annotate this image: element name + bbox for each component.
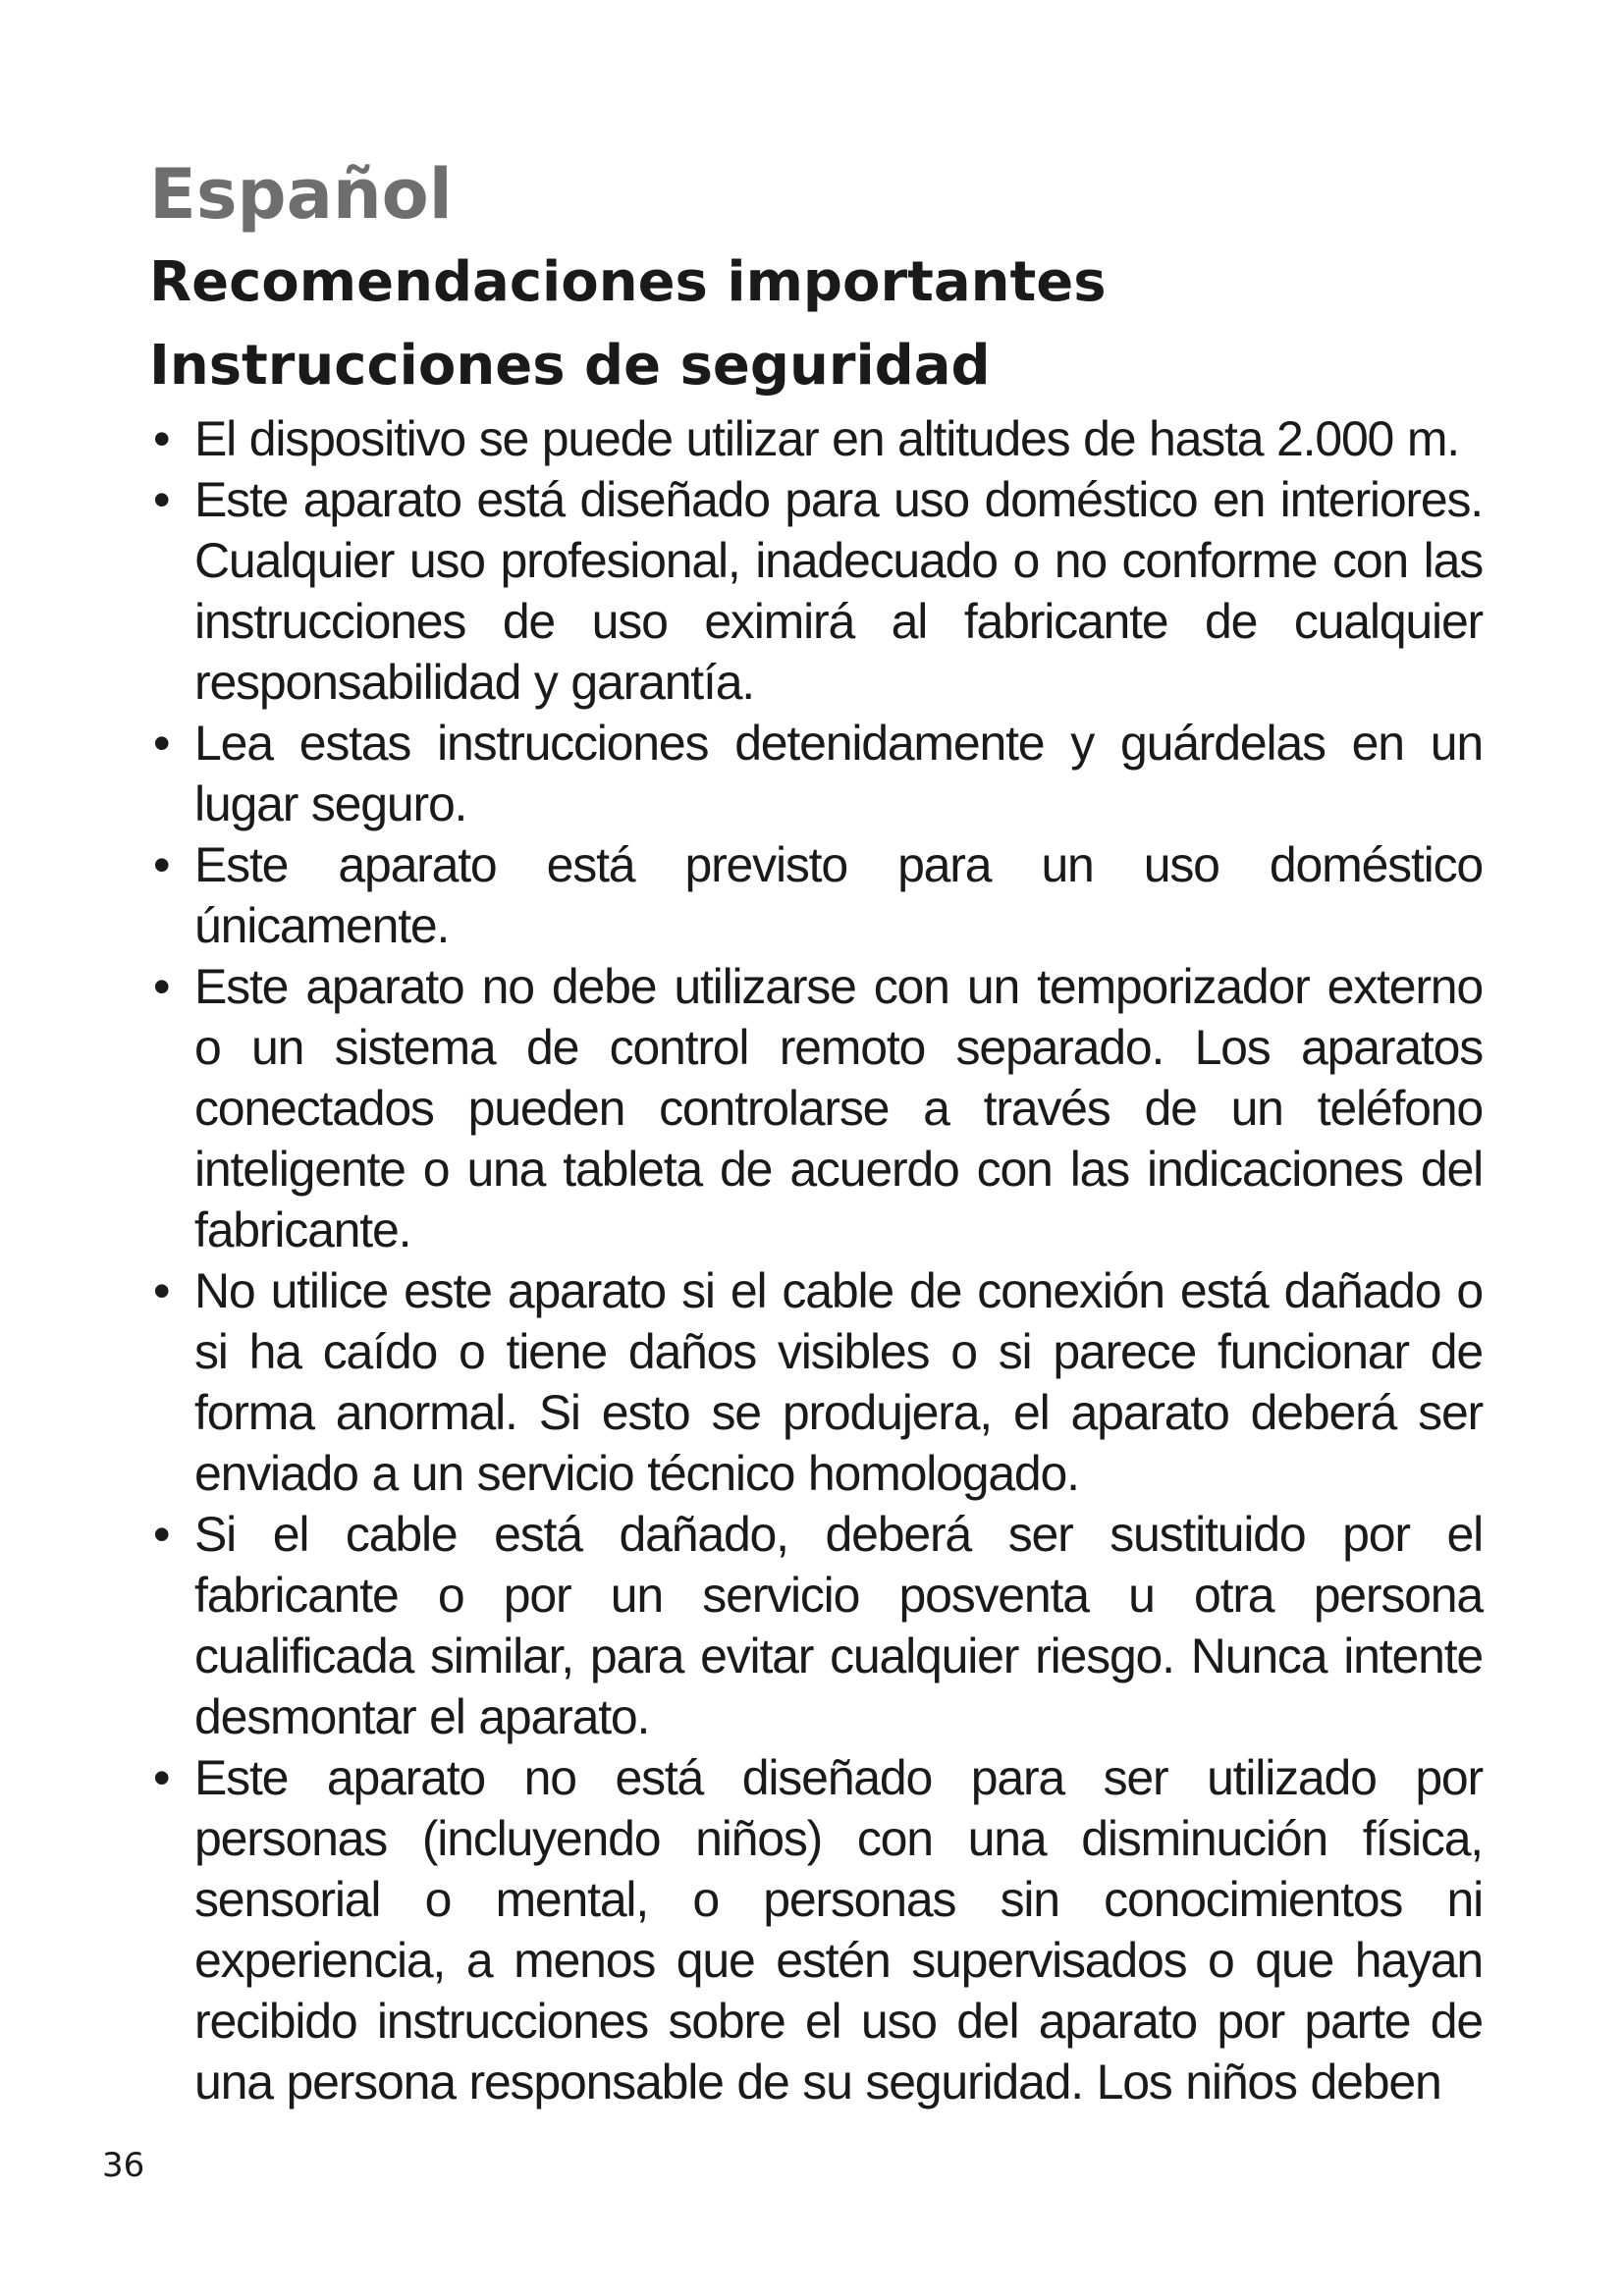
bullet-icon: • [153,837,170,892]
bullet-icon: • [153,716,170,771]
language-heading: Español [149,154,453,235]
safety-instruction-item [149,469,1483,713]
safety-instruction-text: Este aparato no debe utilizarse con un temporizador externo o un sistema de control remoto separado. Los aparatos conectados pueden controlarse a través de un teléfono inteligente o una tableta de acuerdo con las indicaciones del fabricante. [194,959,1483,1257]
bullet-icon: • [153,411,170,466]
safety-instruction-text: Lea estas instrucciones detenidamente y guárdelas en un lugar seguro. [194,716,1483,831]
bullet-icon: • [153,1263,170,1318]
section-heading: Recomendaciones importantes [149,250,1107,314]
safety-instruction-text: Este aparato no está diseñado para ser utilizado por personas (incluyendo niños) con una disminución física, sensorial o mental, o personas sin conocimientos ni experiencia, a menos que estén supervisados o que hayan recibido instrucciones sobre el uso del aparato por parte de una persona responsable de su seguridad. Los niños deben [194,1750,1483,2109]
safety-instruction-text: Este aparato está diseñado para uso doméstico en interiores. Cualquier uso profesional, inadecuado o no conforme con las instrucciones de uso eximirá al fabricante de cualquier responsabilidad y garantía. [194,472,1483,710]
safety-instruction-item [149,713,1483,834]
safety-instruction-text: Este aparato está previsto para un uso doméstico únicamente. [194,837,1483,953]
bullet-icon: • [153,1507,170,1562]
safety-instruction-text: El dispositivo se puede utilizar en altitudes de hasta 2.000 m. [194,411,1459,466]
safety-instruction-text: Si el cable está dañado, deberá ser sustituido por el fabricante o por un servicio posventa u otra persona cualificada similar, para evitar cualquier riesgo. Nunca intente desmontar el aparato. [194,1507,1483,1744]
safety-instruction-item [149,1747,1483,2112]
safety-instruction-item [149,408,1483,469]
bullet-icon: • [153,1750,170,1805]
page-content [149,147,1483,2112]
bullet-icon: • [153,959,170,1014]
safety-instruction-item [149,956,1483,1260]
bullet-icon: • [153,472,170,527]
subsection-heading: Instrucciones de seguridad [149,334,991,398]
page-number: 36 [102,2146,145,2185]
safety-instructions-list [149,408,1483,2112]
safety-instruction-text: No utilice este aparato si el cable de conexión está dañado o si ha caído o tiene daños visibles o si parece funcionar de forma anormal. Si esto se produjera, el aparato deberá ser enviado a un servicio técnico homologado. [194,1263,1483,1501]
safety-instruction-item [149,1260,1483,1504]
safety-instruction-item [149,1504,1483,1747]
safety-instruction-item [149,834,1483,956]
